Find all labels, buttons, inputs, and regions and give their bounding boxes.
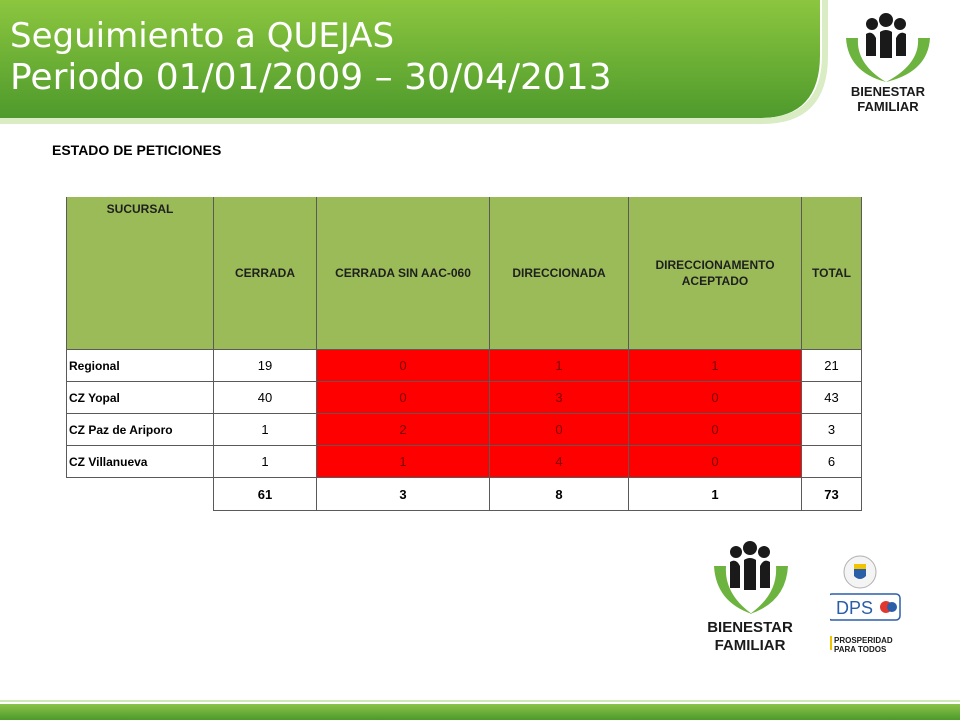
- cell-cerrada: 1: [214, 446, 317, 478]
- cell-direccionada: 3: [490, 382, 629, 414]
- row-label: CZ Villanueva: [67, 446, 214, 478]
- page-title-line2: Periodo 01/01/2009 – 30/04/2013: [10, 57, 612, 98]
- family-icon: [836, 8, 940, 118]
- table-row: [67, 446, 862, 478]
- cell-direccionamento-aceptado: 0: [629, 382, 802, 414]
- peticiones-table: [66, 197, 862, 511]
- row-label: CZ Paz de Ariporo: [67, 414, 214, 446]
- footer-bar: [0, 704, 960, 720]
- col-header-sucursal: SUCURSAL: [67, 197, 214, 350]
- row-label: Regional: [67, 350, 214, 382]
- page-title-line1: Seguimiento a QUEJAS: [10, 16, 395, 56]
- cell-direccionada: 1: [490, 350, 629, 382]
- row-label: CZ Yopal: [67, 382, 214, 414]
- svg-text:PROSPERIDAD: PROSPERIDAD: [834, 636, 893, 645]
- cell-cerrada-sin-aac: 0: [317, 350, 490, 382]
- svg-text:DPS: DPS: [836, 598, 874, 618]
- footer-divider: [0, 700, 960, 702]
- cell-total: 3: [802, 414, 862, 446]
- col-header-direccionamento-aceptado: DIRECCIONAMENTO ACEPTADO: [629, 197, 802, 350]
- table-row: [67, 382, 862, 414]
- cell-total: 43: [802, 382, 862, 414]
- cell-direccionada: 4: [490, 446, 629, 478]
- table-header-row: [67, 197, 862, 350]
- total-total: 73: [802, 478, 862, 511]
- dps-logo: [830, 548, 916, 658]
- col-header-cerrada: CERRADA: [214, 197, 317, 350]
- svg-text:PARA TODOS: PARA TODOS: [834, 645, 887, 654]
- cell-direccionamento-aceptado: 0: [629, 446, 802, 478]
- col-header-total: TOTAL: [802, 197, 862, 350]
- section-title: ESTADO DE PETICIONES: [52, 142, 222, 158]
- total-cerrada-sin-aac: 3: [317, 478, 490, 511]
- svg-text:FAMILIAR: FAMILIAR: [714, 637, 786, 654]
- cell-direccionamento-aceptado: 0: [629, 414, 802, 446]
- bienestar-logo: [836, 8, 940, 118]
- cell-cerrada-sin-aac: 0: [317, 382, 490, 414]
- col-header-direccionada: DIRECCIONADA: [490, 197, 629, 350]
- cell-cerrada: 19: [214, 350, 317, 382]
- cell-cerrada: 40: [214, 382, 317, 414]
- table-row: [67, 414, 862, 446]
- cell-direccionamento-aceptado: 1: [629, 350, 802, 382]
- cell-total: 21: [802, 350, 862, 382]
- table-row: [67, 350, 862, 382]
- svg-text:FAMILIAR: FAMILIAR: [857, 99, 919, 114]
- header-band: [0, 0, 960, 125]
- totals-row: [67, 478, 862, 511]
- total-cerrada: 61: [214, 478, 317, 511]
- col-header-cerrada-sin-aac: CERRADA SIN AAC-060: [317, 197, 490, 350]
- cell-total: 6: [802, 446, 862, 478]
- cell-cerrada: 1: [214, 414, 317, 446]
- total-direccionamento-aceptado: 1: [629, 478, 802, 511]
- cell-cerrada-sin-aac: 1: [317, 446, 490, 478]
- cell-direccionada: 0: [490, 414, 629, 446]
- cell-cerrada-sin-aac: 2: [317, 414, 490, 446]
- totals-spacer: [67, 478, 214, 511]
- svg-text:BIENESTAR: BIENESTAR: [707, 619, 793, 636]
- total-direccionada: 8: [490, 478, 629, 511]
- svg-text:BIENESTAR: BIENESTAR: [850, 84, 926, 99]
